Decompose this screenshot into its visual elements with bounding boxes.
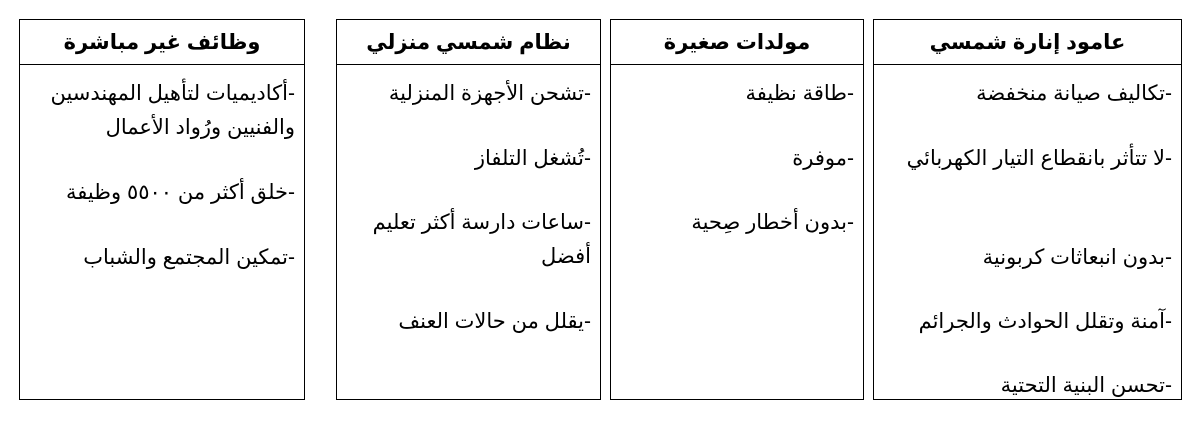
home-solar-system-title: نظام شمسي منزلي (337, 20, 600, 65)
home-solar-system-box (336, 19, 601, 400)
list-item: -تحسن البنية التحتية (1000, 374, 1172, 397)
list-item: -لا تتأثر بانقطاع التيار الكهربائي (906, 147, 1172, 170)
list-item: -تمكين المجتمع والشباب (83, 246, 295, 269)
list-item: -ساعات دارسة أكثر تعليم أفضل (372, 211, 591, 268)
list-item: -أكاديميات لتأهيل المهندسين والفنيين ورُواد الأعمال (50, 82, 295, 139)
small-generators-box (610, 19, 864, 400)
solar-street-light-box (873, 19, 1182, 400)
list-item: -آمنة وتقلل الحوادث والجرائم (918, 310, 1172, 333)
list-item: -بدون أخطار صِحية (691, 211, 854, 234)
list-item: -خلق أكثر من ٥٥٠٠ وظيفة (66, 181, 295, 204)
small-generators-title: مولدات صغيرة (611, 20, 863, 65)
list-item: -يقلل من حالات العنف (398, 310, 591, 333)
list-item: -بدون انبعاثات كربونية (982, 246, 1172, 269)
solar-street-light-title: عامود إنارة شمسي (874, 20, 1181, 65)
list-item: -طاقة نظيفة (745, 82, 854, 105)
list-item: -تُشغل التلفاز (474, 147, 591, 170)
indirect-jobs-box (19, 19, 305, 400)
indirect-jobs-title: وظائف غير مباشرة (20, 20, 304, 65)
list-item: -تكاليف صيانة منخفضة (976, 82, 1172, 105)
list-item: -موفرة (792, 147, 854, 170)
list-item: -تشحن الأجهزة المنزلية (388, 82, 591, 105)
